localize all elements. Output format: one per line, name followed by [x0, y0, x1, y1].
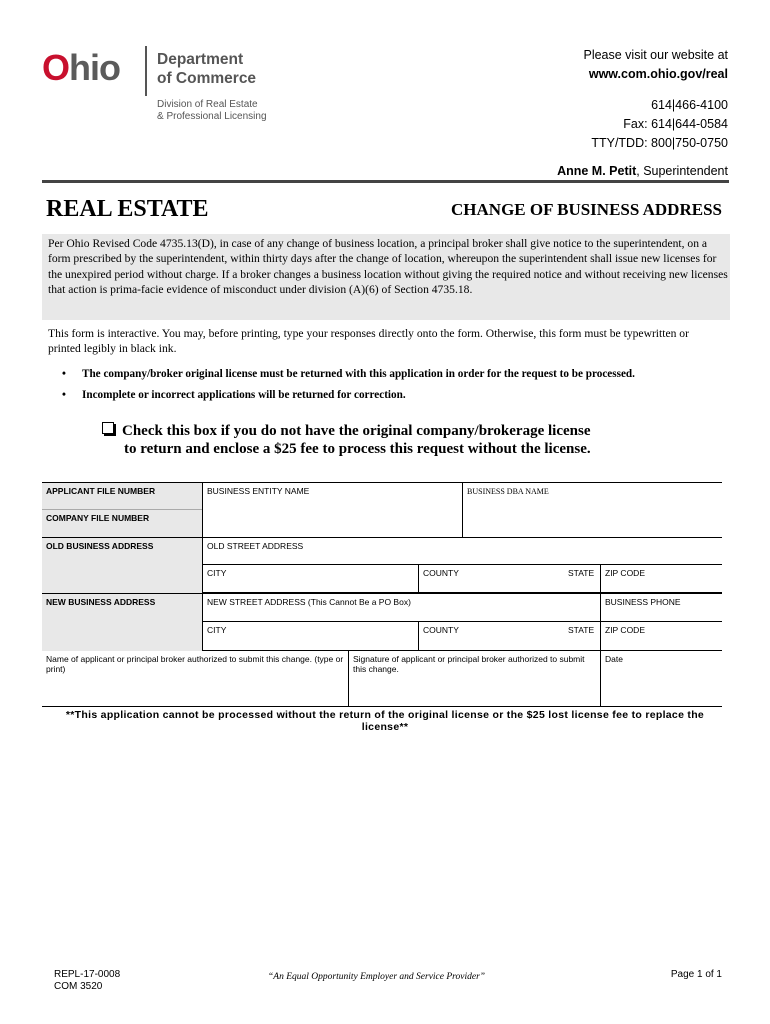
business-phone-label: BUSINESS PHONE [605, 597, 681, 607]
new-zip-label: ZIP CODE [605, 625, 645, 635]
requirements-list [62, 367, 722, 409]
business-entity-name-label: BUSINESS ENTITY NAME [207, 486, 310, 496]
bullet-text: The company/broker original license must be returned with this application in order for the request to be processed. [82, 368, 635, 380]
authorized-name-label: Name of applicant or principal broker authorized to submit this change. (type or print) [46, 654, 344, 674]
new-street-address-field[interactable] [202, 593, 600, 621]
business-phone-field[interactable] [600, 593, 722, 621]
logo-divider [145, 46, 147, 96]
old-city-label: CITY [207, 568, 227, 578]
bullet-text: Incomplete or incorrect applications will be returned for correction. [82, 389, 406, 401]
new-street-address-label: NEW STREET ADDRESS (This Cannot Be a PO Box) [207, 597, 411, 607]
page-number: Page 1 of 1 [670, 969, 722, 980]
website-prompt: Please visit our website at [583, 48, 728, 62]
page-title: REAL ESTATE [46, 196, 209, 222]
new-state-field[interactable] [568, 621, 600, 651]
list-item: • The company/broker original license must be returned with this application in order for the request to be processed. [62, 368, 635, 380]
business-dba-name-field[interactable] [462, 482, 722, 537]
superintendent-title: , Superintendent [636, 164, 728, 178]
division-name [157, 99, 267, 123]
dept-line-1: Department [157, 51, 244, 68]
applicant-file-number-label: APPLICANT FILE NUMBER [42, 482, 202, 509]
dept-line-2: of Commerce [157, 70, 257, 87]
no-license-option [102, 422, 591, 458]
old-county-label: COUNTY [423, 568, 459, 578]
new-city-label: CITY [207, 625, 227, 635]
form-codes [54, 969, 120, 993]
superintendent-name: Anne M. Petit [557, 164, 637, 178]
division-line-1: Division of Real Estate [157, 99, 258, 110]
interactive-notice: This form is interactive. You may, before printing, type your responses directly onto the form. Otherwise, this form must be typewritten or printed legibly in black ink. [48, 327, 689, 355]
address-change-form [42, 482, 722, 708]
tty-number: TTY/TDD: 800|750-0750 [591, 136, 728, 150]
division-line-2: & Professional Licensing [157, 111, 267, 122]
no-license-checkbox[interactable] [102, 422, 114, 434]
old-street-address-label: OLD STREET ADDRESS [207, 541, 304, 551]
contact-block [583, 46, 728, 153]
logo-o: O [42, 47, 70, 88]
phone-number: 614|466-4100 [651, 98, 728, 112]
department-name [157, 50, 256, 88]
date-field[interactable] [600, 651, 722, 707]
old-city-field[interactable] [202, 564, 418, 593]
list-item: • Incomplete or incorrect applications will be returned for correction. [62, 389, 406, 401]
old-zip-field[interactable] [600, 564, 722, 593]
old-street-address-field[interactable] [202, 537, 722, 564]
new-city-field[interactable] [202, 621, 418, 651]
checkbox-label-2: to return and enclose a $25 fee to process this request without the license. [124, 441, 591, 457]
company-file-number-label: COMPANY FILE NUMBER [42, 509, 202, 537]
old-zip-label: ZIP CODE [605, 568, 645, 578]
business-entity-name-field[interactable] [202, 482, 462, 537]
old-state-label: STATE [568, 568, 595, 578]
superintendent [557, 164, 728, 178]
new-county-label: COUNTY [423, 625, 459, 635]
signature-field[interactable] [348, 651, 600, 707]
fax-number: Fax: 614|644-0584 [623, 117, 728, 131]
com-code: COM 3520 [54, 981, 103, 992]
new-county-field[interactable] [418, 621, 568, 651]
authorized-name-field[interactable] [42, 651, 348, 707]
old-county-field[interactable] [418, 564, 568, 593]
checkbox-label-1: Check this box if you do not have the original company/brokerage license [122, 423, 591, 439]
new-state-label: STATE [568, 625, 595, 635]
processing-note: **This application cannot be processed without the return of the original license or the $25 lost license fee to replace the license** [65, 709, 705, 733]
header-rule [42, 180, 729, 183]
date-label: Date [605, 654, 623, 664]
ohio-logo [42, 48, 120, 88]
logo-hio: hio [69, 47, 120, 88]
old-state-field[interactable] [568, 564, 600, 593]
business-dba-name-label: BUSINESS DBA NAME [467, 487, 549, 496]
equal-opportunity-motto: “An Equal Opportunity Employer and Service Provider” [268, 972, 486, 982]
form-title: CHANGE OF BUSINESS ADDRESS [451, 200, 722, 219]
website-link[interactable]: www.com.ohio.gov/real [588, 67, 728, 81]
statute-notice: Per Ohio Revised Code 4735.13(D), in case of any change of business location, a principal broker shall give notice to the superintendent, on a form prescribed by the superintendent, within thirty days after the change of location, whereupon the superintendent shall issue new licenses for the unexpired period without charge. If a broker changes a business location without giving the required notice and without receiving new licenses that action is prima-facie evidence of misconduct under division (A)(6) of Section 4735.18. [42, 234, 730, 320]
old-business-address-label: OLD BUSINESS ADDRESS [42, 537, 202, 593]
signature-label: Signature of applicant or principal broker authorized to submit this change. [353, 654, 585, 674]
new-business-address-label: NEW BUSINESS ADDRESS [42, 593, 202, 651]
form-code: REPL-17-0008 [54, 969, 121, 980]
new-zip-field[interactable] [600, 621, 722, 651]
